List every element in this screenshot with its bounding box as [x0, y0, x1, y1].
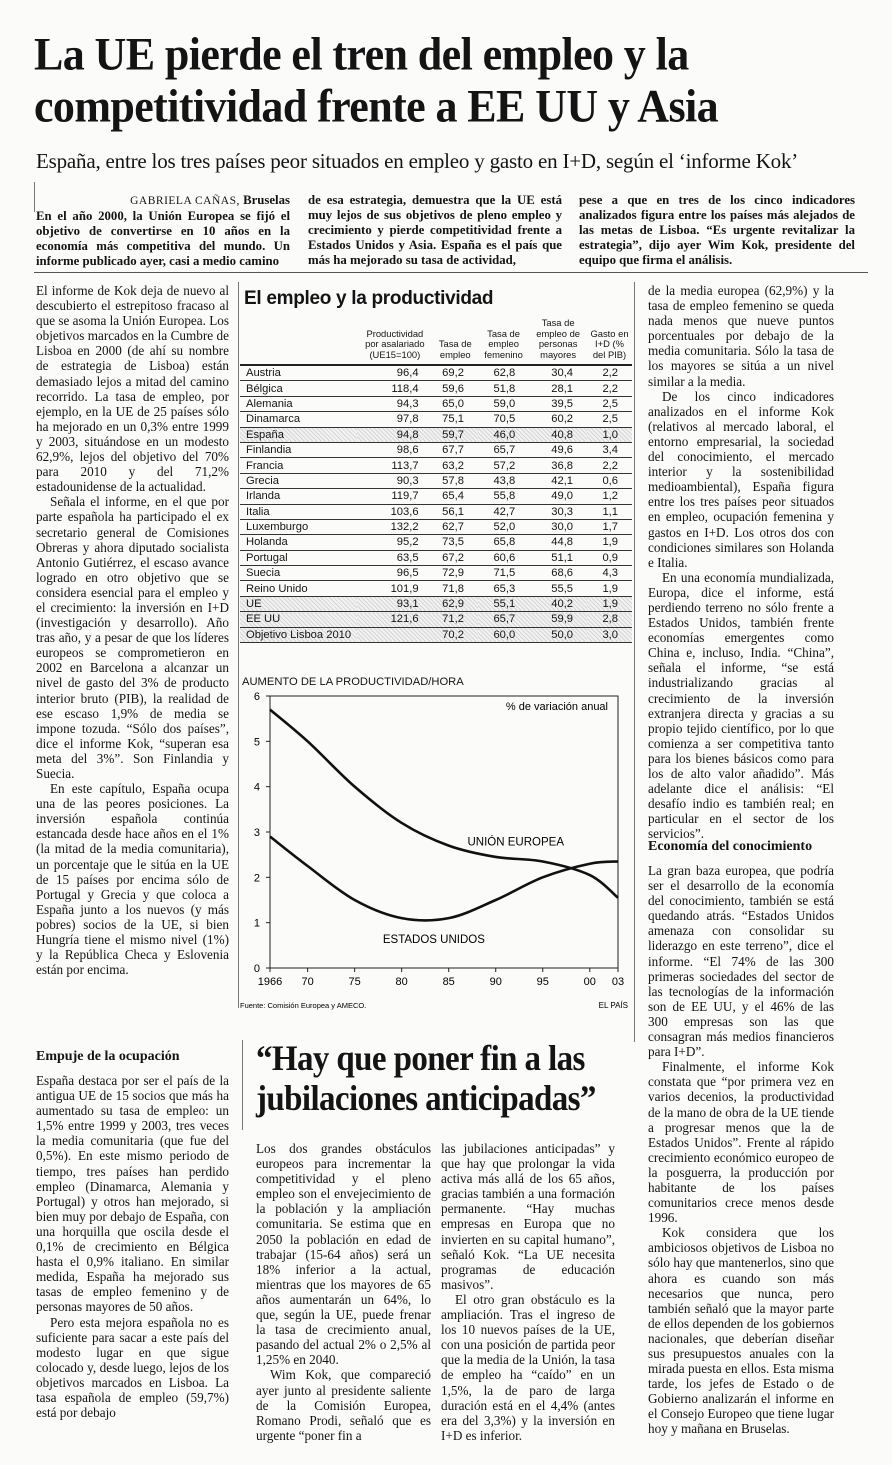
- interview-title: “Hay que poner fin a las jubilaciones anticipadas”: [256, 1040, 596, 1119]
- value-cell: 121,6: [357, 612, 432, 627]
- value-cell: 2,2: [587, 365, 632, 381]
- country-cell: Grecia: [240, 473, 357, 488]
- table-row: [240, 550, 632, 565]
- value-cell: 1,9: [587, 535, 632, 550]
- value-cell: 39,5: [529, 396, 587, 411]
- country-cell: España: [240, 427, 357, 442]
- x-tick-label: 1966: [257, 976, 283, 988]
- body-paragraph: las jubilaciones anticipadas” y que hay que prolongar la vida activa más allá de los 65 años, gracias también a una formación permanente. “Hay muchas empresas en Europa que no invierten en su capital humano”, señaló Kok. “La UE necesita programas de educación masivos”.: [441, 1141, 615, 1292]
- value-cell: 119,7: [357, 489, 432, 504]
- value-cell: 75,1: [433, 412, 478, 427]
- country-cell: Alemania: [240, 396, 357, 411]
- value-cell: 103,6: [357, 504, 432, 519]
- x-tick-label: 00: [583, 976, 596, 988]
- value-cell: 132,2: [357, 519, 432, 534]
- country-cell: Portugal: [240, 550, 357, 565]
- value-cell: 30,4: [529, 365, 587, 381]
- country-cell: Irlanda: [240, 489, 357, 504]
- x-tick-label: 03: [611, 976, 625, 988]
- value-cell: 51,8: [478, 381, 529, 396]
- value-cell: 67,2: [433, 550, 478, 565]
- value-cell: 28,1: [529, 381, 587, 396]
- table-title: El empleo y la productividad: [244, 288, 494, 309]
- country-cell: Objetivo Lisboa 2010: [240, 627, 357, 642]
- series-line-usa: [270, 837, 618, 921]
- body-paragraph: Wim Kok, que compareció ayer junto al presidente saliente de la Comisión Europea, Romano Prodi, señaló que es urgente “poner fin a: [256, 1367, 431, 1443]
- lead-marker-rule: [34, 182, 35, 212]
- value-cell: 70,5: [478, 412, 529, 427]
- body-paragraph: España destaca por ser el país de la antigua UE de 15 socios que más ha aumentado su tasa de empleo: un 1,5% entre 1999 y 2003, tres veces la media comunitaria (que fue del 0,5%). En este mismo periodo de tiempo, tres países han perdido empleo (Dinamarca, Alemania y Portugal) y otros han mejorado, si bien muy por debajo de España, con una horquilla que oscila desde el 0,1% de crecimiento en Bélgica hasta el 0,9% italiano. En similar medida, España ha mejorado sus tasas de empleo femenino y de personas mayores de 50 años.: [36, 1073, 229, 1315]
- body-paragraph: El otro gran obstáculo es la ampliación. Tras el ingreso de los 10 nuevos países de la UE, con una posición de partida peor que la media de la Unión, la tasa de empleo ha “caído” en un 1,5%, la de paro de larga duración está en el 4,4% (antes era del 3,3%) y la inversión en I+D es inferior.: [441, 1291, 615, 1443]
- series-label-usa: ESTADOS UNIDOS: [382, 934, 485, 947]
- value-cell: 60,0: [478, 627, 529, 642]
- value-cell: 65,4: [433, 489, 478, 504]
- value-cell: 71,5: [478, 566, 529, 581]
- chart-frame: [270, 696, 618, 968]
- value-cell: 59,9: [529, 612, 587, 627]
- section-empuje: [36, 1048, 229, 1420]
- value-cell: 56,1: [433, 504, 478, 519]
- table-row: [240, 442, 632, 457]
- value-cell: 96,4: [357, 365, 432, 381]
- value-cell: 1,9: [587, 581, 632, 596]
- table-row: [240, 412, 632, 427]
- lead-column-1: [36, 193, 290, 269]
- value-cell: 62,7: [433, 519, 478, 534]
- lead-column-2: [308, 193, 562, 268]
- value-cell: 51,1: [529, 550, 587, 565]
- value-cell: 40,2: [529, 596, 587, 611]
- lead-paragraph-2: de esa estrategia, demuestra que la UE está muy lejos de sus objetivos de pleno empleo y crecimiento y pierde competitividad frente a Estados Unidos y Asia. España es el país que más ha mejorado su tasa de actividad,: [308, 193, 562, 268]
- table-row: [240, 535, 632, 550]
- subheadline: España, entre los tres países peor situados en empleo y gasto en I+D, según el ‘informe Kok’: [36, 149, 799, 173]
- value-cell: 60,6: [478, 550, 529, 565]
- value-cell: 2,8: [587, 612, 632, 627]
- table-row: [240, 596, 632, 611]
- body-paragraph: de la media europea (62,9%) y la tasa de empleo femenino se queda nada menos que nueve puntos porcentuales por debajo de la media comunitaria. Sólo la tasa de los mayores se sitúa a un nivel similar a la media.: [648, 283, 834, 389]
- value-cell: 90,3: [357, 473, 432, 488]
- value-cell: 70,2: [433, 627, 478, 642]
- interview-column-a: [256, 1141, 431, 1443]
- value-cell: 1,9: [587, 596, 632, 611]
- value-cell: 1,2: [587, 489, 632, 504]
- value-cell: 2,2: [587, 458, 632, 473]
- value-cell: 71,8: [433, 581, 478, 596]
- value-cell: 72,9: [433, 566, 478, 581]
- body-paragraph: Señala el informe, en el que por parte española ha participado el ex secretario general de Comisiones Obreras y ahora diputado socialista Antonio Gutiérrez, el escaso avance logrado en otro objetivo que se considera esencial para el empleo y el crecimiento: la inversión en I+D (investigación y desarrollo). Año tras año, y a pesar de que los líderes europeos se comprometieron en 2002 en Barcelona a alcanzar un nivel de gasto del 3% de producto interior bruto (PIB), la realidad de ese escaso 1,9% de media se impone tozuda. “Sólo dos países”, dice el informe Kok, “superan esa meta del 3%”. Son Finlandia y Suecia.: [36, 494, 229, 781]
- country-cell: Bélgica: [240, 381, 357, 396]
- value-cell: 55,5: [529, 581, 587, 596]
- value-cell: 59,6: [433, 381, 478, 396]
- table-row: [240, 581, 632, 596]
- value-cell: 65,3: [478, 581, 529, 596]
- x-tick-label: 95: [536, 976, 549, 988]
- value-cell: 94,8: [357, 427, 432, 442]
- y-tick-label: 5: [253, 736, 260, 749]
- value-cell: 65,7: [478, 442, 529, 457]
- value-cell: 1,1: [587, 504, 632, 519]
- section-conocimiento: [648, 838, 834, 1437]
- value-cell: 63,2: [433, 458, 478, 473]
- value-cell: 30,0: [529, 519, 587, 534]
- value-cell: 44,8: [529, 535, 587, 550]
- value-cell: 93,1: [357, 596, 432, 611]
- value-cell: 63,5: [357, 550, 432, 565]
- table-row: [240, 396, 632, 411]
- section-heading: Economía del conocimiento: [648, 839, 813, 854]
- x-tick-label: 85: [442, 976, 455, 988]
- chart-title: AUMENTO DE LA PRODUCTIVIDAD/HORA: [242, 676, 464, 688]
- section-heading: Empuje de la ocupación: [36, 1049, 180, 1064]
- value-cell: 4,3: [587, 566, 632, 581]
- byline-place: Bruselas: [243, 193, 290, 207]
- y-tick-label: 3: [253, 827, 260, 839]
- value-cell: 59,7: [433, 427, 478, 442]
- value-cell: 65,8: [478, 535, 529, 550]
- column-rule: [634, 282, 635, 1042]
- body-paragraph: La gran baza europea, que podría ser el desarrollo de la economía del conocimiento, también se está quedando atrás. “Estados Unidos amenaza con consolidar su liderazgo en este terreno”, dice el informe. “El 74% de las 300 primeras sociedades del sector de las tecnologías de la información son de EE UU, y el 46% de las 300 empresas son las que consagran más medios financieros para I+D”.: [648, 863, 834, 1060]
- value-cell: 55,8: [478, 489, 529, 504]
- table-row: [240, 489, 632, 504]
- value-cell: 52,0: [478, 519, 529, 534]
- body-paragraph: En este capítulo, España ocupa una de las peores posiciones. La inversión española continúa estancada desde hace años en el 1% (la mitad de la media comunitaria), un porcentaje que le sitúa en la UE de 15 países por encima sólo de Portugal y Grecia y que coloca a España junto a los nuevos (y más pobres) socios de la UE, si bien Hungría tiene el mismo nivel (1%) y la República Checa y Eslovenia están por encima.: [36, 781, 229, 978]
- table-row: [240, 627, 632, 642]
- body-paragraph: Finalmente, el informe Kok constata que “por primera vez en varios decenios, la productividad de la mano de obra de la UE tiende a progresar menos que la de Estados Unidos”. Frente al rápido crecimiento económico europeo de la posguerra, la producción por habitante de los países comunitarios crece menos desde 1996.: [648, 1059, 834, 1226]
- value-cell: 60,2: [529, 412, 587, 427]
- value-cell: 59,0: [478, 396, 529, 411]
- table-row: [240, 519, 632, 534]
- value-cell: 95,2: [357, 535, 432, 550]
- table-header: Tasa de empleo femenino: [484, 327, 523, 360]
- table-header: Gasto en I+D (% del PIB): [590, 327, 629, 360]
- article-column-1: [36, 283, 229, 977]
- value-cell: 65,7: [478, 612, 529, 627]
- value-cell: 94,3: [357, 396, 432, 411]
- value-cell: 62,9: [433, 596, 478, 611]
- value-cell: 62,8: [478, 365, 529, 381]
- lead-paragraph-1: En el año 2000, la Unión Europea se fijó el objetivo de convertirse en 10 años en la economía más competitiva del mundo. Un informe publicado ayer, casi a medio camino: [36, 209, 290, 269]
- value-cell: 0,6: [587, 473, 632, 488]
- article-column-4: [648, 283, 834, 841]
- value-cell: 40,8: [529, 427, 587, 442]
- x-tick-label: 80: [395, 976, 408, 988]
- value-cell: 113,7: [357, 458, 432, 473]
- value-cell: 68,6: [529, 566, 587, 581]
- value-cell: 49,0: [529, 489, 587, 504]
- headline: La UE pierde el tren del empleo y la competitividad frente a EE UU y Asia: [34, 28, 719, 132]
- value-cell: 2,5: [587, 412, 632, 427]
- chart-credit: EL PAÍS: [598, 1001, 628, 1010]
- country-cell: Austria: [240, 365, 357, 381]
- table-row: [240, 566, 632, 581]
- value-cell: 3,0: [587, 627, 632, 642]
- x-tick-label: 90: [489, 976, 502, 988]
- country-cell: Suecia: [240, 566, 357, 581]
- value-cell: 1,7: [587, 519, 632, 534]
- table-header: Tasa de empleo: [438, 338, 472, 360]
- value-cell: 1,0: [587, 427, 632, 442]
- value-cell: 36,8: [529, 458, 587, 473]
- country-cell: Reino Unido: [240, 581, 357, 596]
- byline-author: GABRIELA CAÑAS,: [130, 195, 240, 207]
- table-header: Productividad por asalariado (UE15=100): [365, 327, 425, 360]
- value-cell: [357, 627, 432, 642]
- y-tick-label: 4: [253, 781, 260, 794]
- value-cell: 49,6: [529, 442, 587, 457]
- interview-rule: [242, 1040, 243, 1130]
- lead-column-3: [579, 193, 855, 268]
- value-cell: 69,2: [433, 365, 478, 381]
- table-row: [240, 458, 632, 473]
- x-tick-label: 75: [348, 976, 361, 988]
- y-tick-label: 6: [253, 691, 260, 703]
- country-cell: Francia: [240, 458, 357, 473]
- value-cell: 97,8: [357, 412, 432, 427]
- table-row: [240, 473, 632, 488]
- value-cell: 55,1: [478, 596, 529, 611]
- country-cell: EE UU: [240, 612, 357, 627]
- table-row: [240, 365, 632, 381]
- body-paragraph: Pero esta mejora española no es suficiente para sacar a este país del modesto lugar en que sigue colocado y, desde luego, lejos de los objetivos marcados en Lisboa. La tasa española de empleo (59,7%) está por debajo: [36, 1314, 229, 1421]
- table-header: Tasa de empleo de personas mayores: [536, 317, 581, 360]
- lead-paragraph-3: pese a que en tres de los cinco indicadores analizados figura entre los países más alejados de las metas de Lisboa. “Es urgente revitalizar la estrategia”, dijo ayer Wim Kok, presidente del equipo que firma el análisis.: [579, 193, 855, 268]
- value-cell: 118,4: [357, 381, 432, 396]
- value-cell: 2,5: [587, 396, 632, 411]
- value-cell: 67,7: [433, 442, 478, 457]
- body-paragraph: De los cinco indicadores analizados en el informe Kok (relativos al mercado laboral, el entorno empresarial, la sociedad del conocimiento, el mercado interior y la sostenibilidad medioambiental), España figura entre los tres países peor situados en empleo, ocupación femenina y gastos en I+D. Los otros dos con condiciones similares son Holanda e Italia.: [648, 388, 834, 570]
- body-paragraph: Kok considera que los ambiciosos objetivos de Lisboa no sólo hay que mantenerlos, sino que ahora es cuando son más necesarios que nunca, pero también señaló que la mayor parte de ellos dependen de los gobiernos nacionales, que deberían diseñar sus presupuestos anuales con la mirada puesta en ellos. Esta misma tarde, los jefes de Estado o de Gobierno analizarán el informe en el Consejo Europeo que tiene lugar hoy y mañana en Bruselas.: [648, 1225, 834, 1437]
- value-cell: 50,0: [529, 627, 587, 642]
- country-cell: Luxemburgo: [240, 519, 357, 534]
- value-cell: 57,2: [478, 458, 529, 473]
- chart-source: Fuente: Comisión Europea y AMECO.: [240, 1001, 367, 1010]
- country-cell: Italia: [240, 504, 357, 519]
- value-cell: 65,0: [433, 396, 478, 411]
- employment-table: [240, 318, 632, 643]
- y-tick-label: 0: [253, 963, 260, 975]
- value-cell: 2,2: [587, 381, 632, 396]
- value-cell: 73,5: [433, 535, 478, 550]
- body-paragraph: En una economía mundializada, Europa, dice el informe, está perdiendo terreno no sólo frente a Estados Unidos, también frente economías emergentes como China e, incluso, India. “China”, señala el informe, “se está industrializando gracias al crecimiento de la inversión extranjera directa y gracias a su propio tejido científico, por lo que comienza a ser competitiva tanto para los bienes básicos como para los de alto valor añadido”. Más adelante dice el análisis: “El desafío indio es también real; en particular en el sector de los servicios”.: [648, 569, 834, 842]
- series-label-ue: UNIÓN EUROPEA: [467, 836, 565, 849]
- value-cell: 46,0: [478, 427, 529, 442]
- y-tick-label: 1: [253, 917, 260, 930]
- value-cell: 3,4: [587, 442, 632, 457]
- value-cell: 42,7: [478, 504, 529, 519]
- body-paragraph: Los dos grandes obstáculos europeos para incrementar la competitividad y el pleno empleo son el envejecimiento de la población y la ampliación comunitaria. Se estima que en 2050 la población en edad de trabajar (15-64 años) será un 18% inferior a la actual, mientras que los mayores de 65 años aumentarán un 64%, lo que, según la UE, puede frenar la tasa de crecimiento anual, pasando del actual 2% o 2,5% al 1,25% en 2040.: [256, 1141, 431, 1368]
- value-cell: 98,6: [357, 442, 432, 457]
- y-tick-label: 2: [253, 872, 260, 885]
- table-row: [240, 504, 632, 519]
- interview-column-b: [441, 1141, 615, 1443]
- country-cell: Holanda: [240, 535, 357, 550]
- country-cell: Dinamarca: [240, 412, 357, 427]
- value-cell: 71,2: [433, 612, 478, 627]
- value-cell: 96,5: [357, 566, 432, 581]
- table-row: [240, 381, 632, 396]
- x-tick-label: 70: [301, 976, 314, 988]
- value-cell: 43,8: [478, 473, 529, 488]
- chart-subtitle: % de variación anual: [505, 701, 608, 713]
- table-row: [240, 427, 632, 442]
- country-cell: UE: [240, 596, 357, 611]
- value-cell: 0,9: [587, 550, 632, 565]
- body-paragraph: El informe de Kok deja de nuevo al descubierto el estrepitoso fracaso al que se asoma la Unión Europea. Los objetivos marcados en la Cumbre de Lisboa en 2000 (de ahí su nombre de estrategia de Lisboa) están demasiado lejos a mitad del camino recorrido. La tasa de empleo, por ejemplo, en la UE de 25 países sólo ha mejorado en un 0,3% entre 1999 y 2003, situándose en un modesto 62,9%, lejos del objetivo del 70% para 2010 y del 71,2% estadounidense de la actualidad.: [36, 283, 229, 495]
- value-cell: 57,8: [433, 473, 478, 488]
- value-cell: 101,9: [357, 581, 432, 596]
- value-cell: 42,1: [529, 473, 587, 488]
- value-cell: 30,3: [529, 504, 587, 519]
- productivity-chart: [238, 690, 634, 1010]
- table-row: [240, 612, 632, 627]
- byline: [36, 193, 290, 209]
- country-cell: Finlandia: [240, 442, 357, 457]
- lead-divider: [34, 272, 868, 273]
- table-header: [240, 318, 357, 365]
